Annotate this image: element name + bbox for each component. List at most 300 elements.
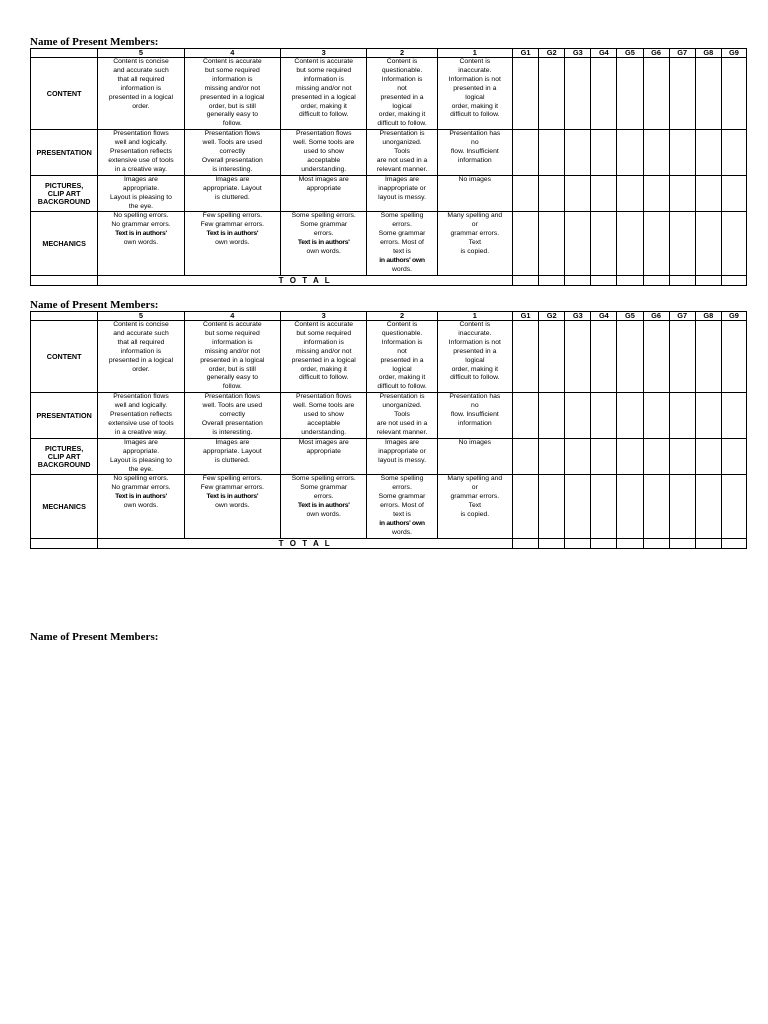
descriptor-line: Presentation reflects bbox=[109, 148, 172, 156]
descriptor-line: is interesting. bbox=[212, 165, 253, 173]
descriptor-line: Many spelling and bbox=[447, 475, 503, 483]
score-header: 3 bbox=[281, 312, 367, 321]
grade-cell[interactable] bbox=[617, 321, 643, 393]
descriptor-cell bbox=[98, 438, 184, 475]
descriptor-line: own words. bbox=[306, 248, 341, 256]
criterion-line: CLIP ART bbox=[47, 188, 81, 198]
rubric-row bbox=[31, 475, 747, 538]
grade-cell[interactable] bbox=[591, 393, 617, 439]
descriptor-line: Tools bbox=[394, 411, 410, 419]
descriptor-line: Some grammar bbox=[300, 221, 348, 229]
descriptor-cell bbox=[437, 212, 512, 275]
total-grade-cell[interactable] bbox=[512, 538, 538, 548]
score-header: 4 bbox=[184, 312, 280, 321]
total-grade-cell[interactable] bbox=[721, 538, 746, 548]
descriptor-cell bbox=[367, 438, 437, 475]
total-grade-cell[interactable] bbox=[695, 275, 721, 285]
grade-cell[interactable] bbox=[591, 130, 617, 176]
grade-cell[interactable] bbox=[512, 130, 538, 176]
descriptor-line: information is bbox=[120, 84, 162, 92]
descriptor-line: presented in a logical bbox=[200, 356, 265, 364]
descriptor-line: difficult to follow. bbox=[450, 374, 500, 382]
grade-cell[interactable] bbox=[669, 438, 695, 475]
descriptor-line: acceptable bbox=[307, 156, 341, 164]
descriptor-line: Many spelling and bbox=[447, 212, 503, 220]
descriptor-line: Content is accurate bbox=[294, 321, 353, 328]
descriptor-line: Presentation flows bbox=[113, 130, 169, 138]
group-header: G4 bbox=[591, 312, 617, 321]
descriptor-line: Presentation flows bbox=[204, 130, 261, 138]
descriptor-line: Content is bbox=[386, 58, 418, 65]
descriptor-cell bbox=[281, 321, 367, 393]
descriptor-cell bbox=[281, 130, 367, 176]
descriptor-cell bbox=[281, 175, 367, 212]
grade-cell[interactable] bbox=[643, 438, 669, 475]
descriptor-cell bbox=[184, 475, 280, 538]
descriptor-line: Information is not bbox=[448, 75, 501, 83]
criterion-line: MECHANICS bbox=[42, 501, 86, 511]
descriptor-line: Text is in authors' bbox=[206, 230, 259, 238]
descriptor-line: No grammar errors. bbox=[111, 221, 171, 229]
grade-cell[interactable] bbox=[591, 475, 617, 538]
grade-cell[interactable] bbox=[539, 393, 565, 439]
descriptor-line: order, making it bbox=[378, 374, 426, 382]
descriptor-cell bbox=[437, 130, 512, 176]
descriptor-line: are not used in a bbox=[376, 156, 428, 164]
rubric-row bbox=[31, 321, 747, 393]
descriptor-line: but some required bbox=[204, 329, 260, 337]
descriptor-line: own words. bbox=[215, 239, 250, 247]
descriptor-line: logical bbox=[465, 93, 485, 101]
descriptor-line: Some grammar bbox=[378, 230, 426, 238]
total-grade-cell[interactable] bbox=[565, 538, 591, 548]
descriptor-line: is interesting. bbox=[212, 428, 253, 436]
grade-cell[interactable] bbox=[695, 321, 721, 393]
descriptor-cell bbox=[367, 130, 437, 176]
descriptor-line: missing and/or not bbox=[295, 84, 352, 92]
grade-cell[interactable] bbox=[721, 475, 746, 538]
descriptor-line: errors. bbox=[313, 230, 334, 238]
grade-cell[interactable] bbox=[643, 212, 669, 275]
descriptor-line: logical bbox=[465, 356, 485, 364]
total-grade-cell[interactable] bbox=[695, 538, 721, 548]
descriptor-cell bbox=[184, 130, 280, 176]
descriptor-line: presented in a logical bbox=[291, 93, 356, 101]
grade-cell[interactable] bbox=[539, 58, 565, 130]
descriptor-line: Content is accurate bbox=[203, 321, 262, 328]
group-header: G4 bbox=[591, 49, 617, 58]
grade-cell[interactable] bbox=[591, 321, 617, 393]
grade-cell[interactable] bbox=[617, 438, 643, 475]
grade-cell[interactable] bbox=[669, 393, 695, 439]
descriptor-line: in a creative way. bbox=[114, 428, 167, 436]
descriptor-cell bbox=[98, 58, 184, 130]
grade-cell[interactable] bbox=[721, 438, 746, 475]
group-header: G5 bbox=[617, 49, 643, 58]
grade-cell[interactable] bbox=[565, 475, 591, 538]
grade-cell[interactable] bbox=[512, 58, 538, 130]
grade-cell[interactable] bbox=[617, 475, 643, 538]
descriptor-line: Content is concise bbox=[113, 58, 169, 65]
criterion-line: PRESENTATION bbox=[36, 410, 92, 420]
rubric-row bbox=[31, 438, 747, 475]
grade-cell[interactable] bbox=[539, 212, 565, 275]
descriptor-line: information is bbox=[303, 338, 344, 346]
descriptor-line: Information is bbox=[381, 338, 423, 346]
descriptor-line: Overall presentation bbox=[201, 419, 263, 427]
header-row bbox=[31, 49, 747, 58]
grade-cell[interactable] bbox=[669, 321, 695, 393]
descriptor-line: Presentation reflects bbox=[109, 411, 172, 419]
grade-cell[interactable] bbox=[695, 438, 721, 475]
total-grade-cell[interactable] bbox=[643, 275, 669, 285]
descriptor-line: the eye. bbox=[128, 202, 154, 210]
grade-cell[interactable] bbox=[539, 475, 565, 538]
descriptor-line: that all required bbox=[117, 75, 165, 83]
total-grade-cell[interactable] bbox=[617, 538, 643, 548]
descriptor-cell bbox=[437, 321, 512, 393]
descriptor-line: text is bbox=[393, 511, 411, 519]
group-header: G2 bbox=[539, 49, 565, 58]
total-grade-cell[interactable] bbox=[591, 275, 617, 285]
grade-cell[interactable] bbox=[643, 130, 669, 176]
grade-cell[interactable] bbox=[565, 321, 591, 393]
descriptor-line: text is bbox=[393, 248, 411, 256]
grade-cell[interactable] bbox=[669, 58, 695, 130]
grade-cell[interactable] bbox=[565, 438, 591, 475]
descriptor-line: order, but is still bbox=[208, 365, 256, 373]
descriptor-line: difficult to follow. bbox=[450, 111, 500, 119]
descriptor-line: Images are bbox=[215, 438, 250, 446]
criteria-header bbox=[31, 312, 98, 321]
descriptor-line: Presentation flows bbox=[295, 393, 352, 401]
descriptor-line: follow. bbox=[222, 383, 242, 391]
descriptor-line: difficult to follow. bbox=[377, 120, 427, 128]
grade-cell[interactable] bbox=[669, 130, 695, 176]
group-header: G1 bbox=[512, 49, 538, 58]
descriptor-line: correctly bbox=[219, 148, 246, 156]
total-grade-cell[interactable] bbox=[565, 275, 591, 285]
descriptor-line: Some spelling errors. bbox=[291, 475, 356, 483]
descriptor-line: Content is accurate bbox=[294, 58, 353, 65]
descriptor-line: but some required bbox=[296, 66, 352, 74]
rubric-row bbox=[31, 175, 747, 212]
grade-cell[interactable] bbox=[539, 130, 565, 176]
rubric-row bbox=[31, 130, 747, 176]
descriptor-cell bbox=[98, 130, 184, 176]
descriptor-line: extensive use of tools bbox=[108, 156, 174, 164]
descriptor-line: words. bbox=[392, 528, 413, 536]
criterion-line: BACKGROUND bbox=[37, 196, 91, 206]
descriptor-line: Presentation is bbox=[379, 393, 425, 401]
descriptor-cell bbox=[98, 393, 184, 439]
descriptor-line: Presentation flows bbox=[295, 130, 352, 138]
descriptor-line: presented in a bbox=[453, 347, 497, 355]
grade-cell[interactable] bbox=[695, 393, 721, 439]
total-label: T O T A L bbox=[98, 275, 513, 285]
total-grade-cell[interactable] bbox=[617, 275, 643, 285]
group-header: G6 bbox=[643, 49, 669, 58]
grade-cell[interactable] bbox=[721, 321, 746, 393]
grade-cell[interactable] bbox=[643, 321, 669, 393]
descriptor-line: well. Some tools are bbox=[293, 139, 355, 147]
descriptor-line: errors. bbox=[392, 484, 412, 492]
total-grade-cell[interactable] bbox=[669, 275, 695, 285]
descriptor-line: questionable. bbox=[381, 329, 423, 337]
descriptor-line: order, but is still bbox=[208, 102, 256, 110]
grade-cell[interactable] bbox=[617, 212, 643, 275]
grade-cell[interactable] bbox=[565, 130, 591, 176]
grade-cell[interactable] bbox=[643, 475, 669, 538]
descriptor-line: acceptable bbox=[307, 419, 341, 427]
descriptor-line: Presentation flows bbox=[113, 393, 169, 401]
descriptor-cell bbox=[367, 393, 437, 439]
grade-cell[interactable] bbox=[539, 175, 565, 212]
descriptor-cell bbox=[184, 393, 280, 439]
descriptor-line: no bbox=[471, 402, 479, 410]
descriptor-line: information is bbox=[303, 75, 344, 83]
group-header: G7 bbox=[669, 312, 695, 321]
grade-cell[interactable] bbox=[669, 475, 695, 538]
grade-cell[interactable] bbox=[591, 212, 617, 275]
descriptor-line: is cluttered. bbox=[214, 193, 250, 201]
descriptor-line: Images are bbox=[385, 438, 420, 446]
grade-cell[interactable] bbox=[512, 393, 538, 439]
descriptor-line: well and logically. bbox=[114, 402, 168, 410]
descriptor-line: presented in a logical bbox=[108, 93, 174, 101]
descriptor-line: own words. bbox=[123, 502, 159, 510]
grade-cell[interactable] bbox=[617, 175, 643, 212]
descriptor-line: Most images are bbox=[298, 438, 349, 446]
descriptor-line: appropriate. Layout bbox=[203, 447, 262, 455]
grade-cell[interactable] bbox=[695, 475, 721, 538]
grade-cell[interactable] bbox=[721, 130, 746, 176]
descriptor-cell bbox=[367, 475, 437, 538]
grade-cell[interactable] bbox=[512, 212, 538, 275]
descriptor-line: appropriate bbox=[306, 447, 341, 455]
descriptor-line: Few spelling errors. bbox=[202, 212, 262, 220]
grade-cell[interactable] bbox=[591, 175, 617, 212]
descriptor-line: Text is in authors' bbox=[115, 230, 167, 238]
grade-cell[interactable] bbox=[721, 175, 746, 212]
descriptor-line: presented in a logical bbox=[200, 93, 265, 101]
score-header: 1 bbox=[437, 312, 512, 321]
grade-cell[interactable] bbox=[565, 212, 591, 275]
descriptor-line: Few grammar errors. bbox=[200, 221, 265, 229]
descriptor-cell bbox=[281, 58, 367, 130]
descriptor-line: presented in a bbox=[380, 356, 424, 364]
criterion-label bbox=[31, 175, 98, 212]
criterion-label bbox=[31, 212, 98, 275]
grade-cell[interactable] bbox=[643, 393, 669, 439]
descriptor-cell bbox=[437, 58, 512, 130]
grade-cell[interactable] bbox=[512, 475, 538, 538]
group-header: G1 bbox=[512, 312, 538, 321]
descriptor-line: correctly bbox=[219, 411, 246, 419]
descriptor-line: No images bbox=[458, 175, 492, 183]
descriptor-line: in a creative way. bbox=[114, 165, 167, 173]
descriptor-cell bbox=[98, 175, 184, 212]
descriptor-line: information bbox=[458, 419, 492, 427]
descriptor-line: unorganized. bbox=[382, 139, 422, 147]
grade-cell[interactable] bbox=[565, 175, 591, 212]
criterion-line: CONTENT bbox=[46, 351, 82, 361]
grade-cell[interactable] bbox=[721, 393, 746, 439]
score-header: 5 bbox=[98, 312, 184, 321]
group-header: G8 bbox=[695, 312, 721, 321]
descriptor-line: flow. Insufficient bbox=[450, 148, 499, 156]
descriptor-line: and accurate such bbox=[113, 66, 169, 74]
descriptor-line: inaccurate. bbox=[458, 329, 492, 337]
group-header: G6 bbox=[643, 312, 669, 321]
descriptor-line: appropriate. bbox=[122, 184, 160, 192]
descriptor-line: Some grammar bbox=[378, 493, 426, 501]
descriptor-cell bbox=[184, 438, 280, 475]
descriptor-cell bbox=[437, 475, 512, 538]
descriptor-line: order, making it bbox=[300, 102, 347, 110]
group-header: G3 bbox=[565, 49, 591, 58]
descriptor-line: errors. Most of bbox=[380, 239, 424, 247]
descriptor-line: No spelling errors. bbox=[113, 475, 169, 483]
grade-cell[interactable] bbox=[695, 212, 721, 275]
descriptor-line: well. Tools are used bbox=[202, 402, 263, 410]
descriptor-line: logical bbox=[392, 365, 412, 373]
grade-cell[interactable] bbox=[617, 130, 643, 176]
descriptor-cell bbox=[98, 321, 184, 393]
descriptor-line: and accurate such bbox=[113, 329, 169, 337]
criterion-line: CLIP ART bbox=[47, 451, 81, 461]
descriptor-line: Tools bbox=[394, 148, 410, 156]
descriptor-line: is copied. bbox=[460, 248, 490, 256]
grade-cell[interactable] bbox=[565, 393, 591, 439]
grade-cell[interactable] bbox=[669, 212, 695, 275]
rubric-table bbox=[30, 311, 747, 549]
descriptor-line: appropriate bbox=[306, 184, 341, 192]
descriptor-line: Presentation has bbox=[449, 393, 501, 401]
descriptor-line: Few spelling errors. bbox=[202, 475, 262, 483]
descriptor-line: inappropriate or bbox=[378, 447, 426, 455]
total-grade-cell[interactable] bbox=[591, 538, 617, 548]
present-members-label: Name of Present Members: bbox=[30, 299, 159, 311]
descriptor-cell bbox=[437, 175, 512, 212]
grade-cell[interactable] bbox=[539, 321, 565, 393]
grade-cell[interactable] bbox=[669, 175, 695, 212]
total-label: T O T A L bbox=[98, 538, 513, 548]
descriptor-line: information is bbox=[120, 347, 162, 355]
grade-cell[interactable] bbox=[512, 438, 538, 475]
descriptor-line: in authors' own bbox=[379, 519, 425, 527]
grade-cell[interactable] bbox=[643, 58, 669, 130]
descriptor-line: missing and/or not bbox=[204, 347, 261, 355]
descriptor-cell bbox=[281, 438, 367, 475]
grade-cell[interactable] bbox=[695, 130, 721, 176]
grade-cell[interactable] bbox=[617, 393, 643, 439]
grade-cell[interactable] bbox=[591, 58, 617, 130]
grade-cell[interactable] bbox=[721, 212, 746, 275]
criterion-line: PICTURES, bbox=[44, 443, 84, 453]
descriptor-line: used to show bbox=[303, 411, 344, 419]
descriptor-line: missing and/or not bbox=[204, 84, 261, 92]
descriptor-cell bbox=[281, 475, 367, 538]
total-grade-cell[interactable] bbox=[669, 538, 695, 548]
descriptor-line: layout is messy. bbox=[378, 456, 426, 464]
grade-cell[interactable] bbox=[721, 58, 746, 130]
descriptor-line: Presentation has bbox=[449, 130, 501, 138]
descriptor-line: Information is not bbox=[448, 338, 501, 346]
grade-cell[interactable] bbox=[643, 175, 669, 212]
present-members-label: Name of Present Members: bbox=[30, 36, 159, 48]
criterion-label bbox=[31, 475, 98, 538]
descriptor-line: well. Some tools are bbox=[293, 402, 355, 410]
descriptor-line: Presentation is bbox=[379, 130, 425, 138]
descriptor-line: Text is in authors' bbox=[297, 239, 350, 247]
descriptor-line: that all required bbox=[117, 338, 165, 346]
rubric-row bbox=[31, 393, 747, 439]
descriptor-cell bbox=[437, 393, 512, 439]
descriptor-line: layout is messy. bbox=[378, 193, 426, 201]
descriptor-line: understanding. bbox=[301, 428, 347, 436]
descriptor-line: relevant manner. bbox=[376, 165, 428, 173]
group-header: G9 bbox=[721, 312, 746, 321]
descriptor-line: inappropriate or bbox=[378, 184, 426, 192]
descriptor-line: words. bbox=[392, 265, 413, 273]
total-grade-cell[interactable] bbox=[721, 275, 746, 285]
total-grade-cell[interactable] bbox=[512, 275, 538, 285]
descriptor-cell bbox=[184, 175, 280, 212]
descriptor-line: order, making it bbox=[378, 111, 426, 119]
descriptor-cell bbox=[98, 475, 184, 538]
descriptor-line: appropriate. Layout bbox=[203, 184, 262, 192]
descriptor-line: Some grammar bbox=[300, 484, 348, 492]
grade-cell[interactable] bbox=[539, 438, 565, 475]
descriptor-cell bbox=[367, 321, 437, 393]
descriptor-line: presented in a logical bbox=[291, 356, 356, 364]
criterion-label bbox=[31, 438, 98, 475]
descriptor-line: inaccurate. bbox=[458, 66, 492, 74]
score-header: 2 bbox=[367, 312, 437, 321]
score-header: 1 bbox=[437, 49, 512, 58]
total-grade-cell[interactable] bbox=[539, 275, 565, 285]
grade-cell[interactable] bbox=[695, 175, 721, 212]
grade-cell[interactable] bbox=[617, 58, 643, 130]
grade-cell[interactable] bbox=[565, 58, 591, 130]
descriptor-line: No images bbox=[458, 438, 492, 446]
descriptor-line: Most images are bbox=[298, 175, 349, 183]
grade-cell[interactable] bbox=[512, 321, 538, 393]
descriptor-line: in authors' own bbox=[379, 256, 425, 264]
descriptor-line: Images are bbox=[123, 175, 158, 183]
grade-cell[interactable] bbox=[695, 58, 721, 130]
score-header: 5 bbox=[98, 49, 184, 58]
descriptor-line: order, making it bbox=[451, 365, 499, 373]
score-header: 4 bbox=[184, 49, 280, 58]
descriptor-line: information bbox=[458, 156, 492, 164]
descriptor-line: presented in a bbox=[453, 84, 497, 92]
descriptor-line: grammar errors. bbox=[450, 230, 500, 238]
descriptor-line: the eye. bbox=[128, 465, 154, 473]
descriptor-line: Text bbox=[468, 502, 482, 510]
descriptor-line: Information is bbox=[381, 75, 423, 83]
total-grade-cell[interactable] bbox=[539, 538, 565, 548]
descriptor-line: Layout is pleasing to bbox=[109, 456, 172, 464]
descriptor-cell bbox=[281, 212, 367, 275]
descriptor-line: Content is accurate bbox=[203, 58, 262, 65]
grade-cell[interactable] bbox=[512, 175, 538, 212]
descriptor-cell bbox=[184, 321, 280, 393]
grade-cell[interactable] bbox=[591, 438, 617, 475]
total-grade-cell[interactable] bbox=[643, 538, 669, 548]
descriptor-cell bbox=[367, 175, 437, 212]
